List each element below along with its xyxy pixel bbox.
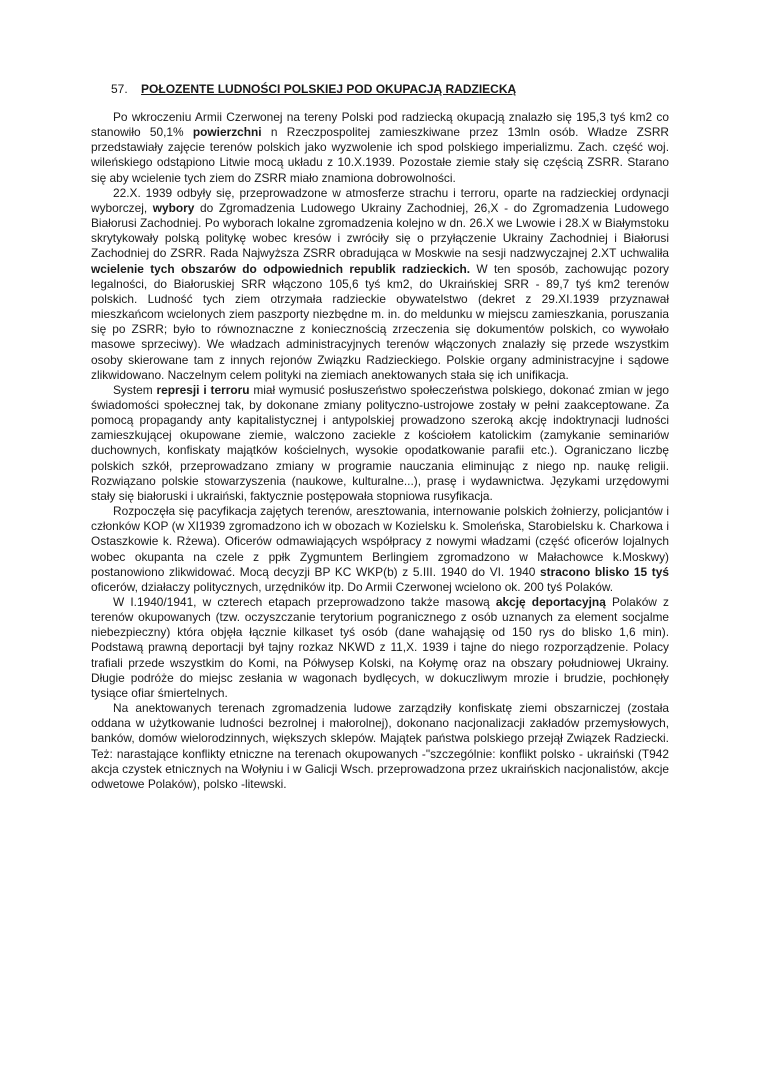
bold-phrase: represji i terroru [156, 382, 250, 397]
bold-phrase: powierzchni [192, 125, 262, 140]
bold-phrase: wybory [152, 200, 195, 215]
section-number: 57. [111, 82, 128, 96]
text-run: System [113, 382, 157, 397]
body-paragraph [91, 186, 669, 383]
text-run: 22.X. 1939 odbyły się, przeprowadzone w atmosferze strachu i terroru, oparte na radzieckiej ordynacji wyborczej, [91, 185, 669, 215]
body-paragraph [91, 595, 669, 701]
bold-phrase: wcielenie tych obszarów do odpowiednich republik radzieckich. [91, 261, 471, 276]
text-run: Po wkroczeniu Armii Czerwonej na tereny Polski pod radziecką okupacją znalazło się 195,3 tyś km2 co stanowiło 50,1% [91, 110, 669, 140]
body-paragraph [91, 110, 669, 186]
body-text [91, 110, 669, 792]
text-run: Na anektowanych terenach zgromadzenia ludowe zarządziły konfiskatę ziemi obszarniczej (została oddana w użytkowanie ludności bezrolnej i małorolnej), dokonano nacjonalizacji zakładów przemysłowych, banków, domów wielorodzinnych, większych sklepów. Majątek państwa polskiego przejął Związek Radziecki. Też: narastające konflikty etniczne na terenach okupowanych -"szczególnie: konflikt polsko - ukraiński (T942 akcja czystek etnicznych na Wołyniu i w Galicji Wsch. przeprowadzona przez ukraińskich nacjonalistów, akcje odwetowe Polaków), polsko -litewski. [91, 701, 669, 791]
text-run: miał wymusić posłuszeństwo społeczeństwa polskiego, dokonać zmian w jego świadomości społecznej tak, by dokonane zmiany polityczno-ustrojowe zostały w pełni zaakceptowane. Za pomocą propagandy anty kapitalistycznej i antypolskiej prowadzono szeroką akcję indoktrynacji ludności zamieszkującej okupowane ziemie, walczono zaciekle z kościołem katolickim (zamykanie seminariów duchownych, konfiskaty majątków kościelnych, wysokie opodatkowanie parafii etc.). Ograniczano liczbę polskich szkół, przeprowadzano zmiany w programie nauczania eliminując z niego np. naukę religii. Rozwiązano polskie stowarzyszenia (naukowe, kulturalne...), prasę i wydawnictwa. Językami urzędowymi stały się białoruski i ukraiński, faktycznie postępowała stopniowa rusyfikacja. [91, 382, 669, 503]
body-paragraph [91, 701, 669, 792]
section-title: POŁOZENTE LUDNOŚCI POLSKIEJ POD OKUPACJĄ RADZIECKĄ [141, 82, 517, 96]
text-run: oficerów, działaczy politycznych, urzędników itp. Do Armii Czerwonej wcielono ok. 200 tyś Polaków. [91, 579, 614, 594]
text-run: Polaków z terenów okupowanych (tzw. oczyszczanie terytorium pogranicznego z osób uznanych za element socjalme niebezpieczny) która objęła łącznie kilkaset tyś osób (dane wahająsię od 150 rys do blisko 1,6 min). Podstawą prawną deportacji był tajny rozkaz NKWD z 11,X. 1939 i tajne do niego rozporządzenie. Polacy trafiali przede wszystkim do Komi, na Półwysep Kolski, na Kołymę oraz na obszary południowej Ukrainy. Długie podróże do miejsc zesłania w wagonach bydlęcych, w dokuczliwym mrozie i brudzie, pochłonęły tysiące ofiar śmiertelnych. [91, 595, 669, 700]
text-run: W ten sposób, zachowując pozory legalności, do Białoruskiej SRR włączono 105,6 tyś km2, do Ukraińskiej SRR - 89,7 tyś km2 terenów polskich. Ludność tych ziem otrzymała radzieckie obywatelstwo (dekret z 29.XI.1939 przyznawał mieszkańcom wcielonych ziem paszporty niezbędne m. in. do meldunku w miejscu zamieszkania, poruszania się po ZSRR; było to równoznaczne z koniecznością zrzeczenia się dokumentów polskich, co wywołało masowe sprzeciwy). We władzach administracyjnych terenów włączonych znalazły się przede wszystkim osoby skierowane tam z innych rejonów Związku Radzieckiego. Polskie organy administracyjne i sądowe zlikwidowano. Naczelnym celem polityki na ziemiach anektowanych stała się ich unifikacja. [91, 261, 669, 382]
document-page [91, 82, 669, 792]
body-paragraph [91, 383, 669, 504]
bold-phrase: akcję deportacyjną [495, 595, 606, 609]
text-run: Rozpoczęła się pacyfikacja zajętych terenów, aresztowania, internowanie polskich żołnierzy, policjantów i członków KOP (w XI1939 zgromadzono ich w obozach w Kozielsku k. Smoleńska, Starobielsku k. Charkowa i Ostaszkowie k. Rżewa). Oficerów odmawiających współpracy z nowymi władzami (część oficerów lojalnych wobec okupanta na czele z ppłk Zygmuntem Berlingiem zgromadzono w Małachowce k.Moskwy) postanowiono zlikwidować. Mocą decyzji BP KC WKP(b) z 5.III. 1940 do VI. 1940 [91, 504, 669, 579]
bold-phrase: stracono blisko 15 tyś [540, 564, 669, 579]
body-paragraph [91, 504, 669, 595]
text-run: W I.1940/1941, w czterech etapach przeprowadzono także masową [113, 595, 496, 609]
text-run: n Rzeczpospolitej zamieszkiwane przez 13mln osób. Władze ZSRR przedstawiały zajęcie terenów polskich jako wyzwolenie ich spod polskiego imperializmu. Zach. część woj. wileńskiego odstąpiono Litwie mocą układu z 10.X.1939. Pozostałe ziemie stały się częścią ZSRR. Starano się aby wcielenie tych ziem do ZSRR miało znamiona dobrowolności. [91, 125, 669, 185]
text-run: do Zgromadzenia Ludowego Ukrainy Zachodniej, 26,X - do Zgromadzenia Ludowego Białorusi Zachodniej. Po wyborach lokalne zgromadzenia kolejno w dn. 26.X we Lwowie i 28.X w Białymstoku skrytykowały polską politykę wobec kresów i zwróciły się o przyłączenie Ukrainy Zachodniej i Białorusi Zachodniej do ZSRR. Rada Najwyższa ZSRR obradująca w Moskwie na sesji nadzwyczajnej 2.XT uchwaliła [91, 200, 669, 261]
section-heading [111, 82, 669, 97]
